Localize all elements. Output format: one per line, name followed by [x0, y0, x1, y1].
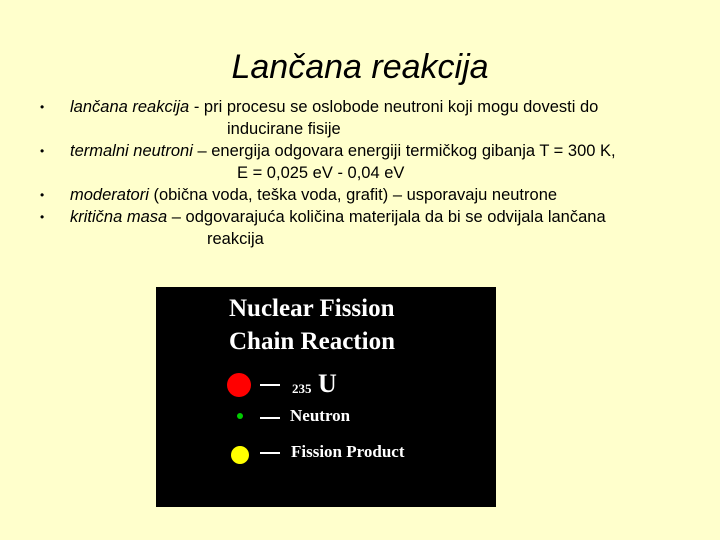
bullet-continuation: inducirane fisije	[227, 120, 341, 138]
bullet-text: – odgovarajuća količina materijala da bi se odvijala lančana	[167, 208, 606, 226]
legend-dash	[260, 384, 280, 386]
figure-title-line1: Nuclear Fission	[229, 295, 395, 322]
bullet-dot: •	[40, 210, 45, 224]
bullet-list	[40, 96, 710, 250]
legend-uranium	[156, 367, 496, 407]
bullet-term: termalni neutroni	[70, 142, 193, 160]
uranium-mass-number: 235	[292, 381, 312, 396]
legend-dash	[260, 417, 280, 419]
bullet-dot: •	[40, 144, 45, 158]
bullet-text: – energija odgovara energiji termičkog gibanja T = 300 K,	[192, 142, 616, 160]
legend-fission-product	[156, 439, 496, 479]
bullet-term: lančana reakcija	[70, 98, 190, 116]
bullet-text: - pri procesu se oslobode neutroni koji mogu dovesti do	[189, 98, 599, 116]
bullet-term: moderatori	[70, 186, 149, 204]
bullet-continuation: E = 0,025 eV - 0,04 eV	[237, 164, 405, 182]
fission-product-marker-icon	[231, 446, 249, 464]
bullet-term: kritična masa	[70, 208, 168, 226]
legend-neutron	[156, 403, 496, 443]
neutron-label: Neutron	[290, 406, 351, 425]
bullet-item	[40, 206, 710, 250]
slide-title: Lančana reakcija	[231, 48, 489, 86]
bullet-dot: •	[40, 188, 45, 202]
bullet-item	[40, 184, 710, 206]
bullet-dot: •	[40, 100, 45, 114]
uranium-symbol: U	[318, 369, 337, 398]
fission-figure	[156, 287, 496, 507]
neutron-marker-icon	[237, 413, 243, 419]
legend-dash	[260, 452, 280, 454]
figure-title-line2: Chain Reaction	[229, 328, 395, 355]
bullet-continuation: reakcija	[207, 230, 264, 248]
uranium-marker-icon	[227, 373, 251, 397]
bullet-text: (obična voda, teška voda, grafit) – usporavaju neutrone	[148, 186, 558, 204]
bullet-item	[40, 96, 710, 140]
fission-product-label: Fission Product	[291, 442, 405, 461]
bullet-item	[40, 140, 710, 184]
